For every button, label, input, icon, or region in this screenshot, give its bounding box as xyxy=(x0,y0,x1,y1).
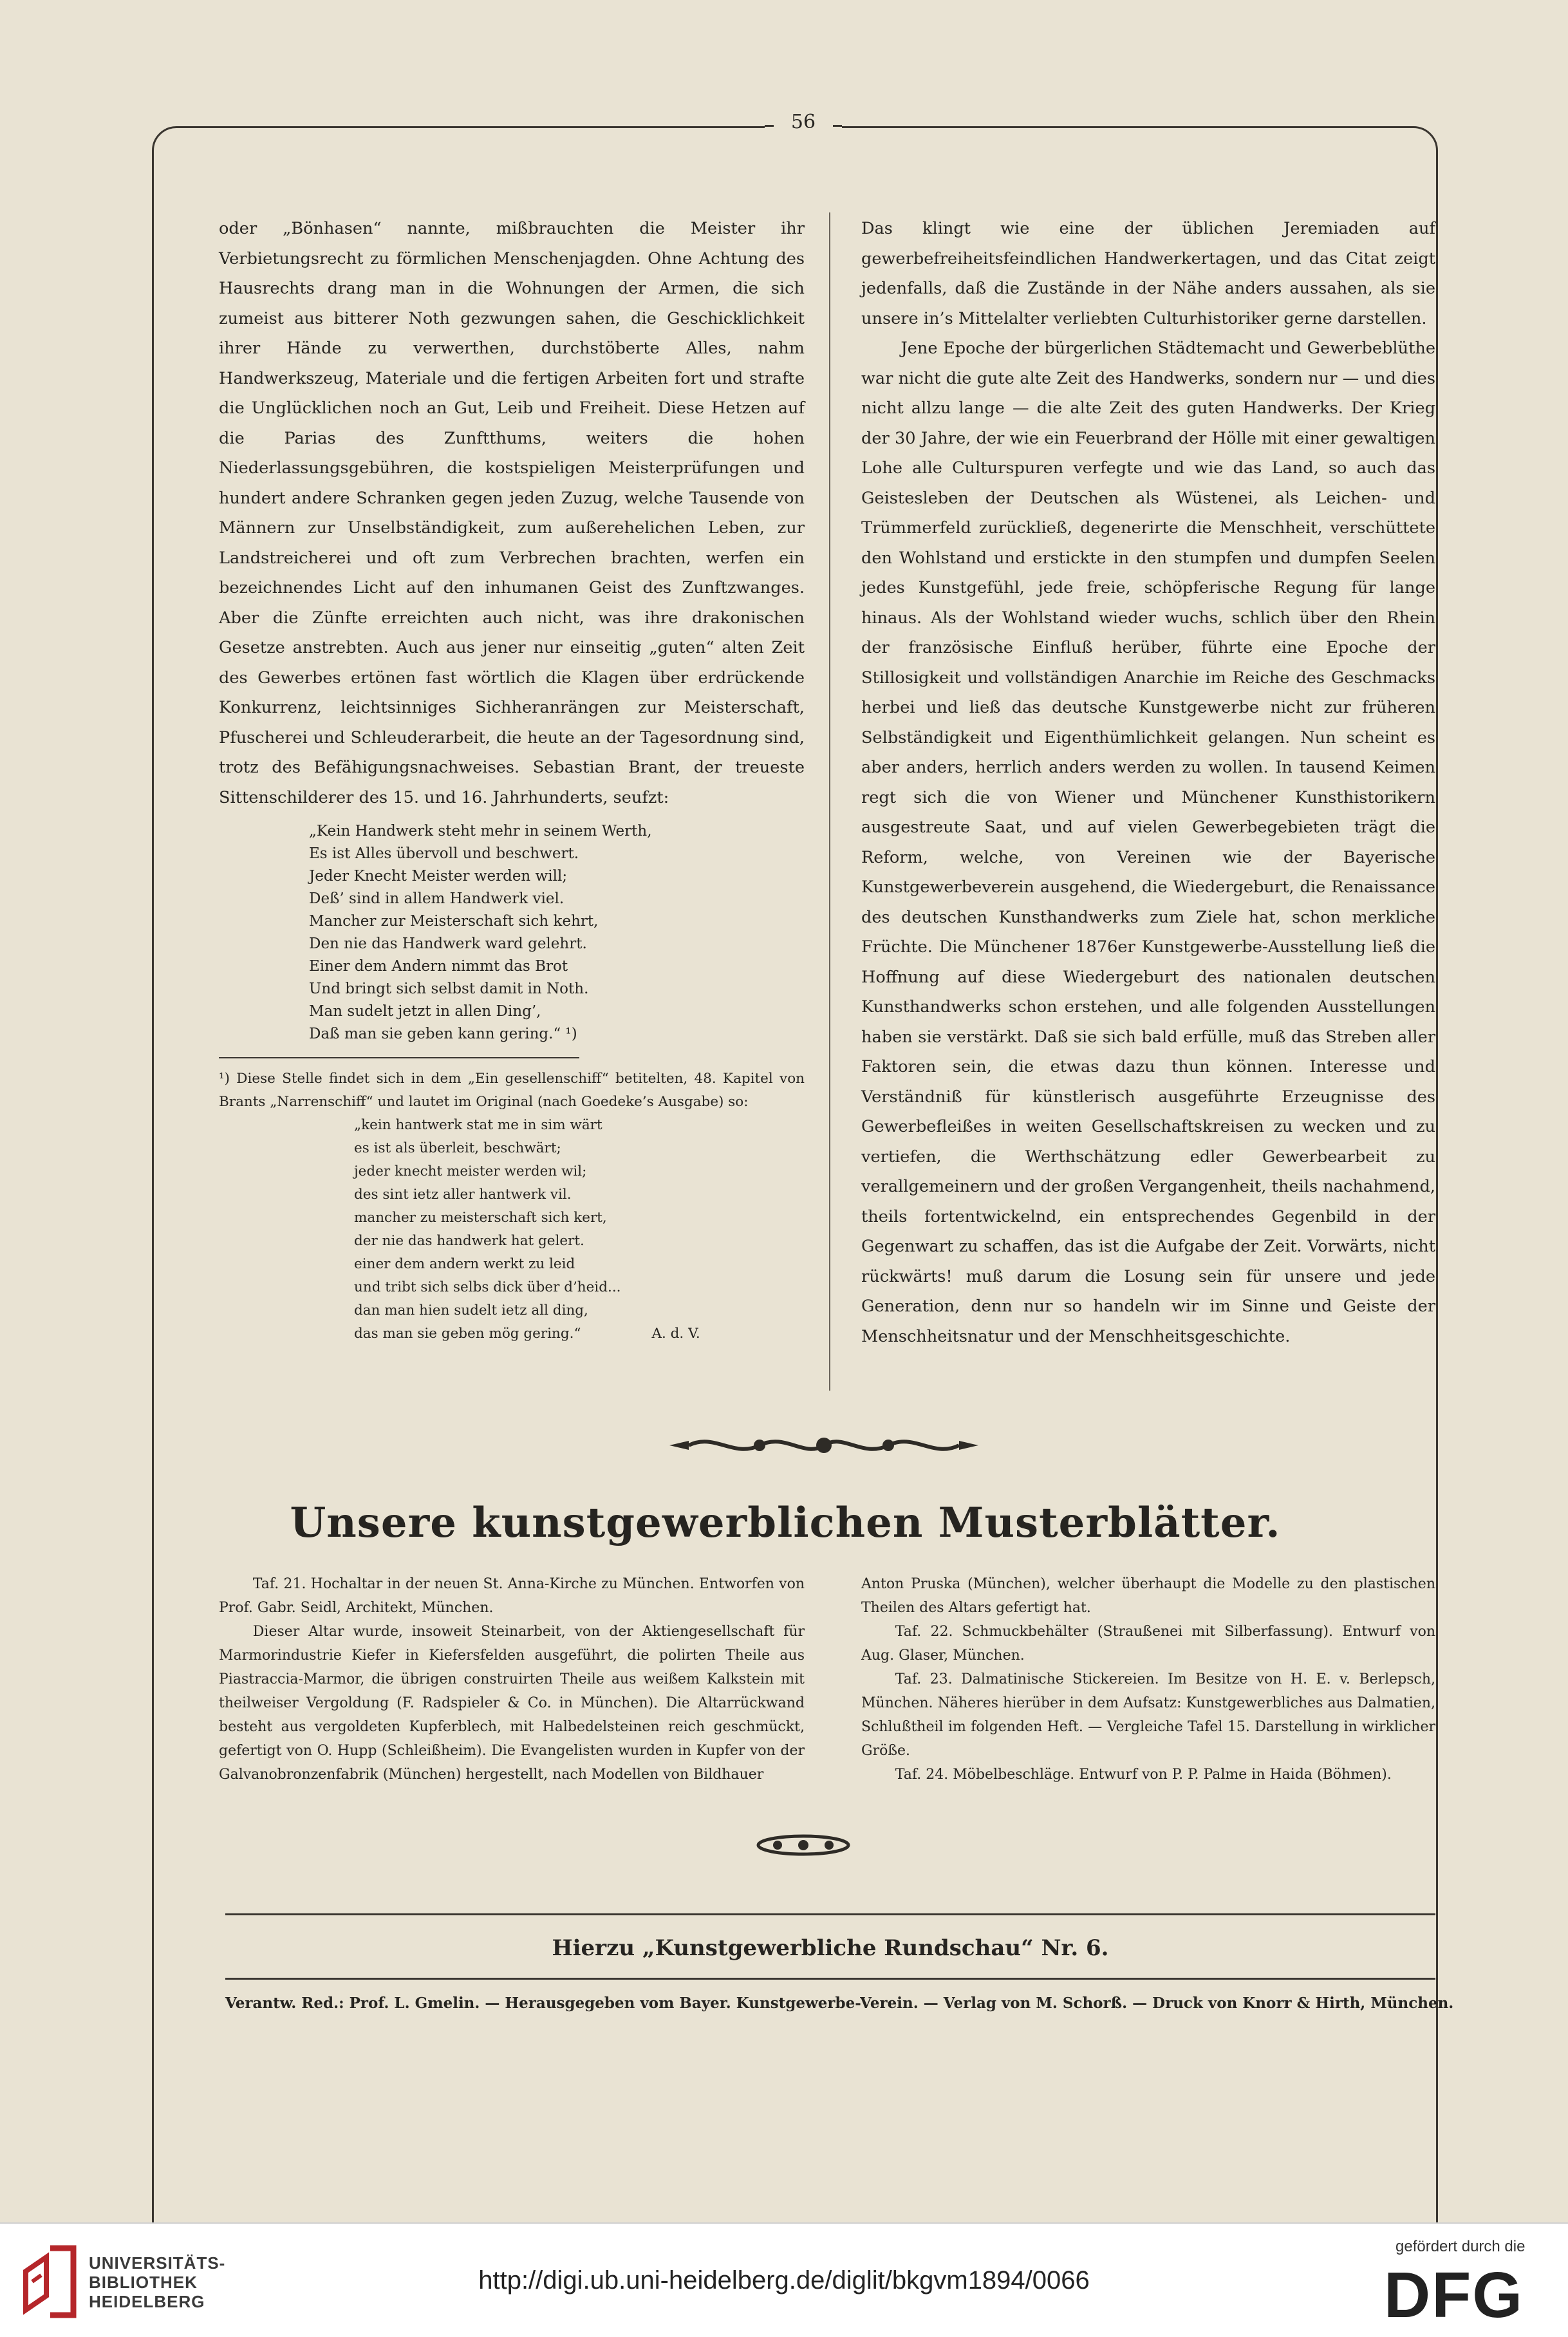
small-ornament xyxy=(752,1832,855,1858)
plate-entry: Taf. 23. Dalmatinische Stickereien. Im Besitze von H. E. v. Berlepsch, München. Näheres hierüber in dem Aufsatz: Kunstgewerbliches aus Dalmatien, Schlußtheil im folgenden Heft. — Vergleiche Tafel 15. Darstellung in wirklicher Größe. xyxy=(861,1671,1435,1759)
library-footer xyxy=(0,2222,1568,2337)
section-heading: Unsere kunstgewerblichen Musterblätter. xyxy=(290,1499,1281,1547)
funded-by-label: gefördert durch die xyxy=(1395,2238,1526,2255)
right-paragraph-2: Jene Epoche der bürgerlichen Städtemacht und Gewerbeblüthe war nicht die gute alte Zeit des Handwerks, sondern nur — und dies nicht allzu lange — die alte Zeit des guten Handwerks. Der Krieg der 30 Jahre, der wie ein Feuerbrand der Hölle mit einer gewaltigen Lohe alle Culturspuren verfegte und wie das Land, so auch das Geistesleben der Deutschen als Wüstenei, als Leichen- und Trümmerfeld zurückließ, degenerirte die Menschheit, verschüttete den Wohlstand und erstickte in den stumpfen und dumpfen Seelen jedes Kunstgefühl, jede freie, schöpferische Regung für lange hinaus. Als der Wohlstand wieder wuchs, schlich über den Rhein der französische Einfluß herüber, führte eine Epoche der Stillosigkeit und vollständigen Anarchie im Reiche des Geschmacks herbei und ließ das deutsche Kunstgewerbe nicht zur früheren Selbständigkeit und Eigenthümlichkeit gelangen. Nun scheint es aber anders, herrlich anders werden zu wollen. In tausend Keimen regt sich die von Wiener und Münchener Kunsthistorikern ausgestreute Saat, und auf vielen Gewerbegebieten trägt die Reform, welche, von Vereinen wie der Bayerische Kunstgewerbeverein ausgehend, die Wiedergeburt, die Renaissance des deutschen Kunsthandwerks zum Ziele hat, schon merkliche Früchte. Die Münchener 1876er Kunstgewerbe-Ausstellung ließ die Hoffnung auf diese Wiedergeburt des nationalen deutschen Kunsthandwerks schon erstehen, und alle folgenden Ausstellungen haben sie verstärkt. Daß sie sich bald erfülle, muß das Streben aller Faktoren sein, die etwas dazu thun können. Interesse und Verständniß für künstlerisch ausgeführte Erzeugnisse des Gewerbefleißes in weiten Gesellschaftskreisen zu wecken und zu vertiefen, die Werthschätzung edler Gewerbearbeit zu verallgemeinern und der großen Vergangenheit, theils nachahmend, theils fortentwickelnd, ein entsprechendes Gegenbild in der Gegenwart zu schaffen, das ist die Aufgabe der Zeit. Vorwärts, nicht rückwärts! muß darum die Losung sein für unsere und jede Generation, denn nur so handeln wir im Sinne und Geiste der Menschheitsnatur und der Menschheitsgeschichte. xyxy=(861,339,1435,1346)
plate-entry: Taf. 21. Hochaltar in der neuen St. Anna-Kirche zu München. Entworfen von Prof. Gabr. Seidl, Architekt, München. xyxy=(219,1576,805,1616)
imprint: Verantw. Red.: Prof. L. Gmelin. — Herausgegeben vom Bayer. Kunstgewerbe-Verein. — Verlag von M. Schorß. — Druck von Knorr & Hirth, München. xyxy=(225,1994,1454,2012)
poem-line: Deß’ sind in allem Handwerk viel. xyxy=(309,890,565,907)
plate-entry: Taf. 22. Schmuckbehälter (Straußenei mit Silberfassung). Entwurf von Aug. Glaser, München. xyxy=(861,1624,1435,1664)
page-number: 56 xyxy=(765,111,842,133)
poem-line: Den nie das Handwerk ward gelehrt. xyxy=(309,935,587,952)
footnote-poem-line: mancher zu meisterschaft sich kert, xyxy=(354,1210,607,1226)
poem-line: Jeder Knecht Meister werden will; xyxy=(309,868,568,885)
plates-left-column xyxy=(219,1572,805,1787)
rule-middle xyxy=(225,1978,1435,1980)
footnote-poem-line: jeder knecht meister werden wil; xyxy=(354,1163,587,1179)
poem-line: Mancher zur Meisterschaft sich kehrt, xyxy=(309,913,599,930)
plate-description: Anton Pruska (München), welcher überhaupt die Modelle zu den plastischen Theilen des Altars gefertigt hat. xyxy=(861,1576,1435,1616)
plates-right-column xyxy=(861,1572,1435,1787)
footnote-poem-line xyxy=(354,1322,805,1346)
left-paragraph: oder „Bönhasen“ nannte, mißbrauchten die Meister ihr Verbietungsrecht zu förmlichen Menschenjagden. Ohne Achtung des Hausrechts drang man in die Wohnungen der Armen, die sich zumeist aus bitterer Noth gezwungen sahen, die Geschicklichkeit ihrer Hände zu verwerthen, durchstöberte Alles, nahm Handwerkszeug, Materiale und die fertigen Arbeiten fort und strafte die Unglücklichen noch an Gut, Leib und Freiheit. Diese Hetzen auf die Parias des Zunftthums, weiters die hohen Niederlassungsgebühren, die kostspieligen Meisterprüfungen und hundert andere Schranken gegen jeden Zuzug, welche Tausende von Männern zur Unselbständigkeit, zum außerehelichen Leben, zur Landstreicherei und oft zum Verbrechen brachten, werfen ein bezeichnendes Licht auf den inhumanen Geist des Zunftzwanges. Aber die Zünfte erreichten auch nicht, was ihre drakonischen Gesetze anstrebten. Auch aus jener nur einseitig „guten“ alten Zeit des Gewerbes ertönen fast wörtlich die Klagen über erdrückende Konkurrenz, leichtsinniges Sichheranrängen zur Meisterschaft, Pfuscherei und Schleuderarbeit, die heute an der Tagesordnung sind, trotz des Befähigungsnachweises. Sebastian Brant, der treueste Sittenschilderer des 15. und 16. Jahrhunderts, seufzt: xyxy=(219,219,805,807)
footnote-poem-line: einer dem andern werkt zu leid xyxy=(354,1256,575,1272)
right-column xyxy=(861,214,1435,1351)
poem-line: Man sudelt jetzt in allen Ding’, xyxy=(309,1003,541,1020)
footnote-poem-line: „kein hantwerk stat me in sim wärt xyxy=(354,1117,602,1133)
dfg-logo: DFG xyxy=(1384,2259,1524,2331)
footnote-rule xyxy=(219,1057,579,1058)
rule-top xyxy=(225,1913,1435,1915)
ornament-divider xyxy=(663,1429,985,1461)
poem-line: Einer dem Andern nimmt das Brot xyxy=(309,958,568,975)
plate-description: Dieser Altar wurde, insoweit Steinarbeit, von der Aktiengesellschaft für Marmorindustrie Kiefer in Kiefersfelden ausgeführt, die polirten Theile aus Piastraccia-Marmor, die übrigen construirten Theile aus weißem Kalkstein mit theilweiser Vergoldung (F. Radspieler & Co. in München). Die Altarrückwand besteht aus vergoldeten Kupferblech, mit Halbedelsteinen reich geschmückt, gefertigt von O. Hupp (Schleißheim). Die Evangelisten wurden in Kupfer von der Galvanobronzenfabrik (München) hergestellt, nach Modellen von Bildhauer xyxy=(219,1624,805,1783)
footnote-poem xyxy=(219,1114,805,1346)
footnote-poem-line: und tribt sich selbs dick über d’heid... xyxy=(354,1279,621,1295)
column-divider xyxy=(829,212,830,1391)
footnote-poem-last: das man sie geben mög gering.“ xyxy=(354,1326,581,1342)
footnote-signature: A. d. V. xyxy=(651,1326,700,1342)
library-name-line: BIBLIOTHEK xyxy=(89,2273,198,2292)
poem-line: „Kein Handwerk steht mehr in seinem Werth, xyxy=(309,823,652,840)
poem-line: Und bringt sich selbst damit in Noth. xyxy=(309,981,589,997)
footnote-poem-line: des sint ietz aller hantwerk vil. xyxy=(354,1187,572,1203)
library-name-line: HEIDELBERG xyxy=(89,2292,205,2311)
right-paragraph-1: Das klingt wie eine der üblichen Jeremiaden auf gewerbefreiheitsfeindlichen Handwerkertagen, und das Citat zeigt jedenfalls, daß die Zustände in der Nähe anders aussahen, als sie unsere in’s Mittelalter verliebten Culturhistoriker gerne darstellen. xyxy=(861,219,1435,328)
brant-poem xyxy=(219,820,805,1046)
footnote-poem-line: dan man hien sudelt ietz all ding, xyxy=(354,1302,588,1319)
supplement-note: Hierzu „Kunstgewerbliche Rundschau“ Nr. 6. xyxy=(552,1935,1109,1961)
poem-line: Daß man sie geben kann gering.“ ¹) xyxy=(309,1026,577,1042)
footnote: ¹) Diese Stelle findet sich in dem „Ein gesellenschiff“ betitelten, 48. Kapitel von Brants „Narrenschiff“ und lautet im Original (nach Goedeke’s Ausgabe) so: xyxy=(219,1071,805,1110)
footnote-poem-line: der nie das handwerk hat gelert. xyxy=(354,1233,584,1249)
poem-line: Es ist Alles übervoll und beschwert. xyxy=(309,845,579,862)
footnote-poem-line: es ist als überleit, beschwärt; xyxy=(354,1140,561,1156)
permalink-url[interactable]: http://digi.ub.uni-heidelberg.de/diglit/bkgvm1894/0066 xyxy=(478,2266,1090,2295)
plate-entry: Taf. 24. Möbelbeschläge. Entwurf von P. P. Palme in Haida (Böhmen). xyxy=(895,1767,1392,1783)
library-name-line: UNIVERSITÄTS- xyxy=(89,2253,226,2273)
left-column xyxy=(219,214,805,1346)
